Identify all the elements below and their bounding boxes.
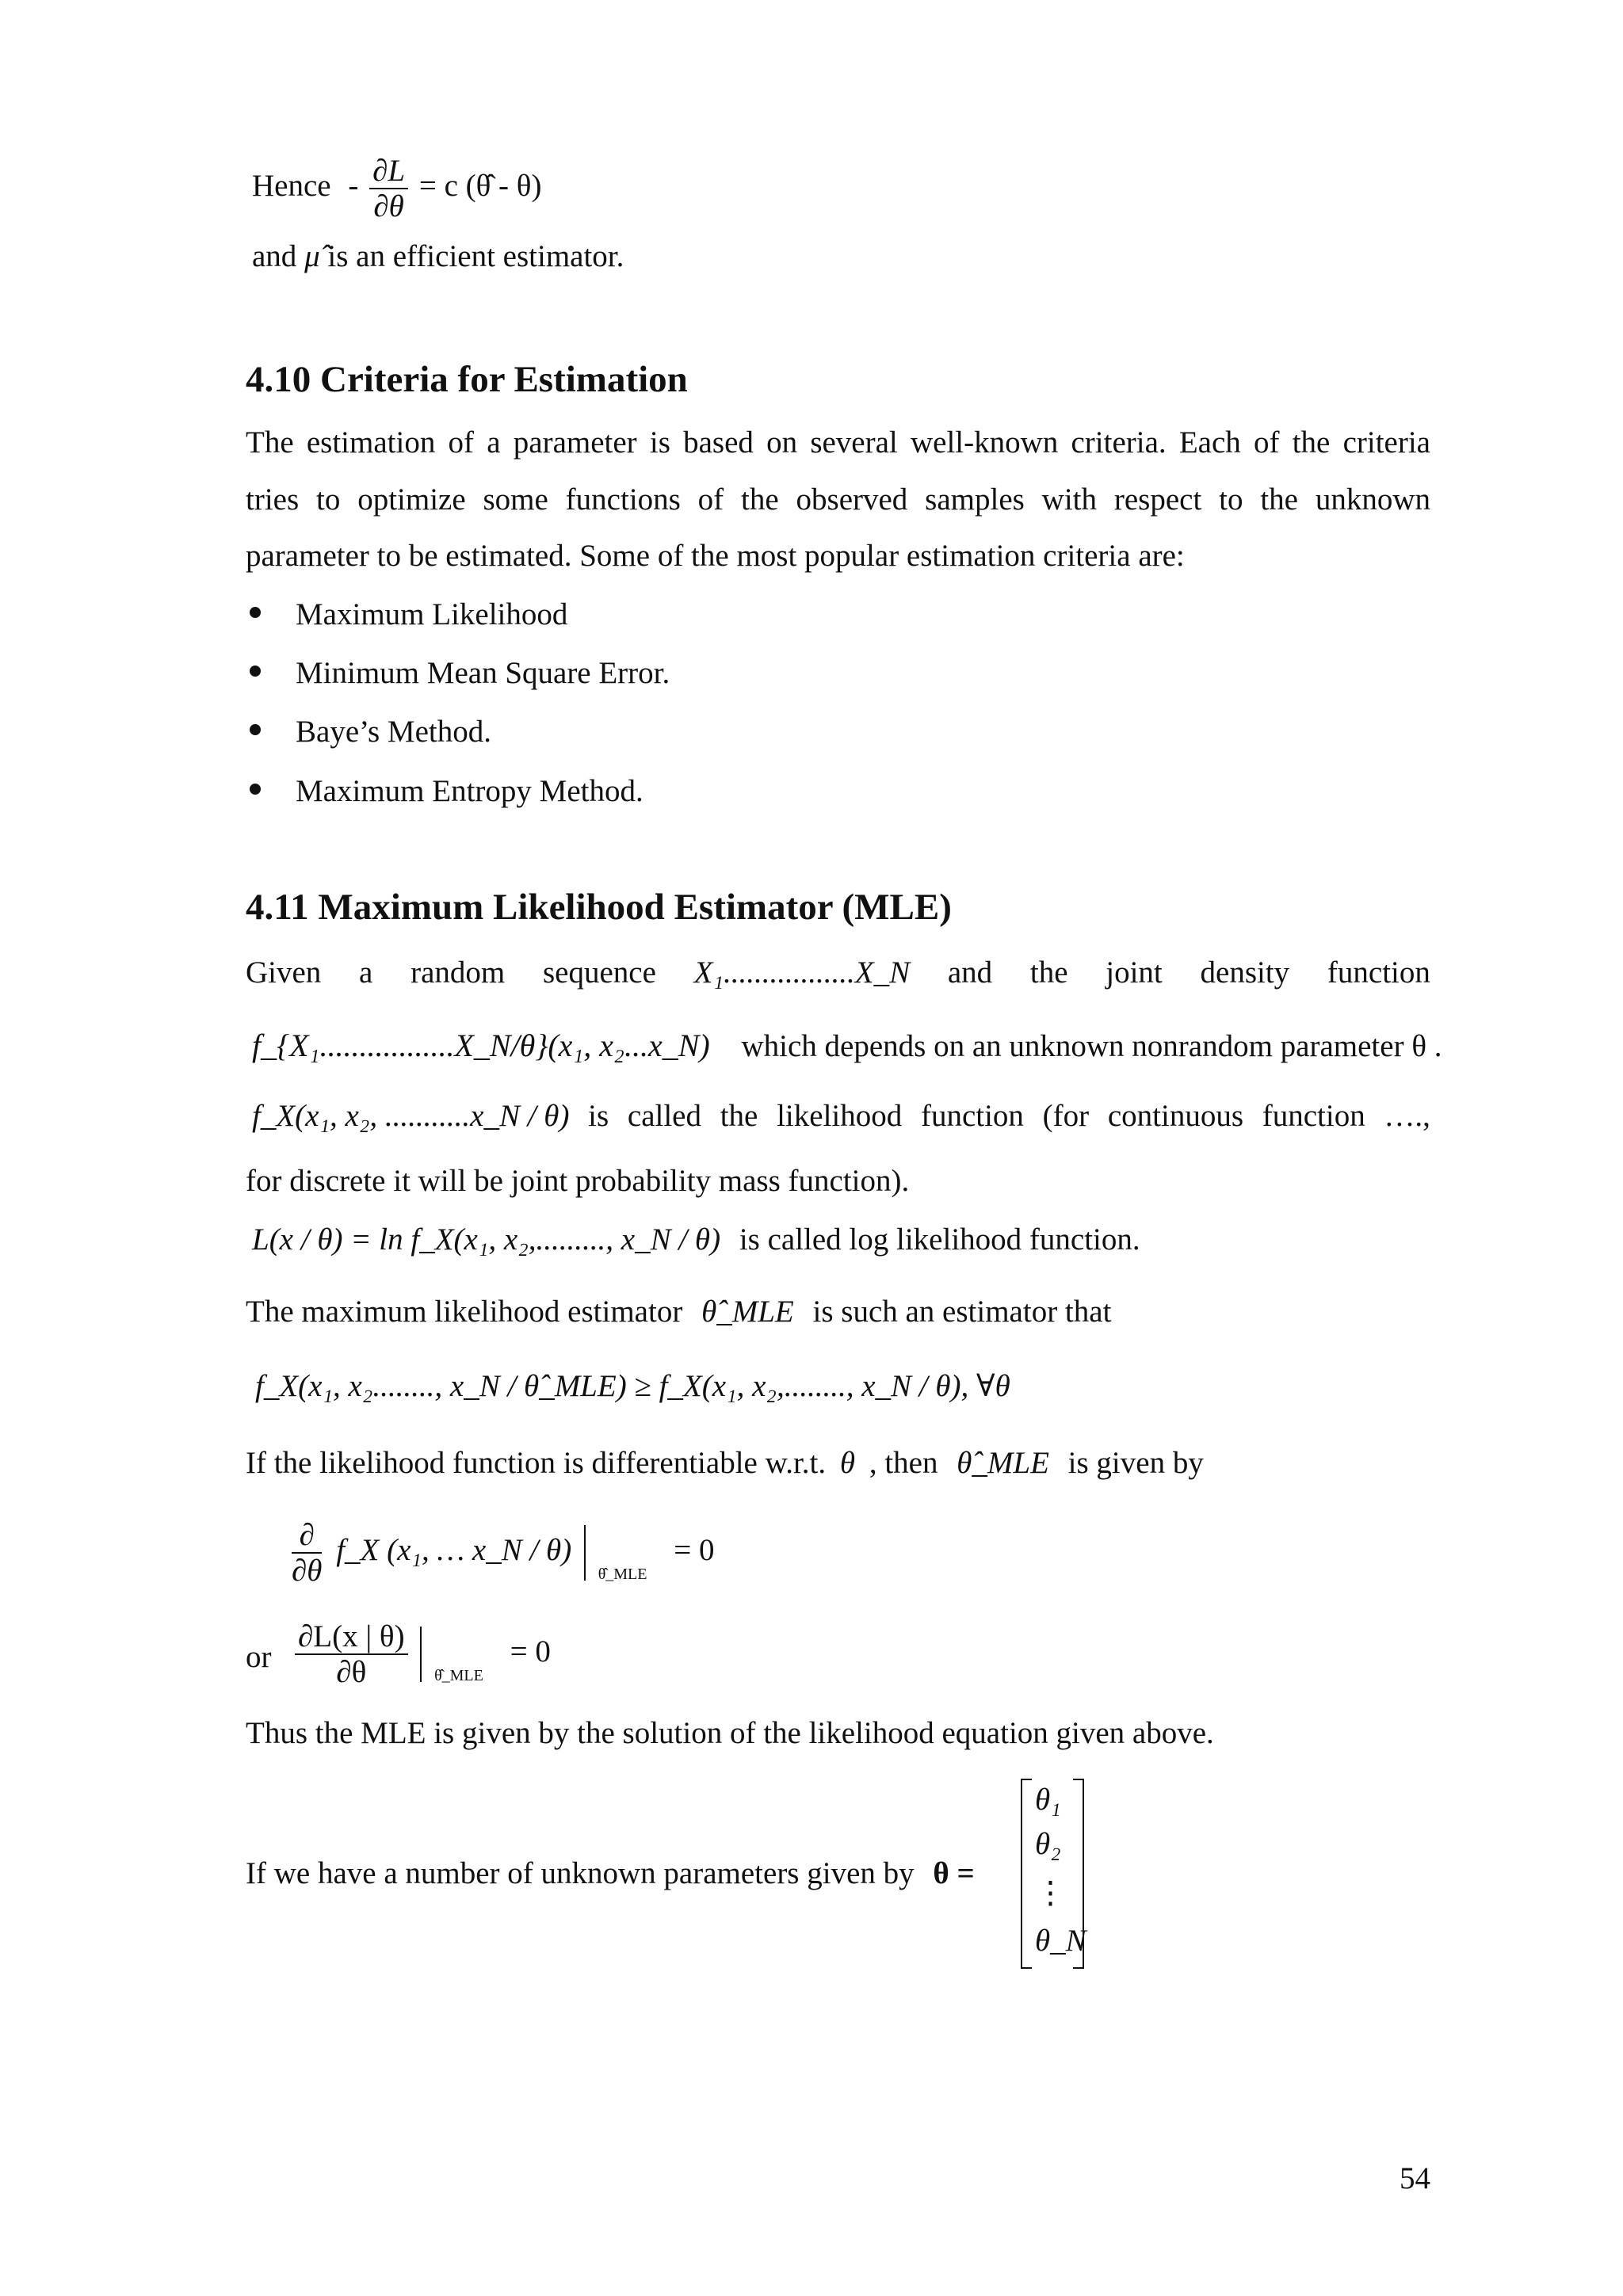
word: the (720, 1099, 758, 1133)
equation-rhs: = 0 (510, 1634, 551, 1669)
mle-inequality: f_X(x₁, x₂........, x_N / θ̂_MLE) ≥ f_X(x₁, x₂,........, x_N / θ), ∀θ (255, 1369, 1010, 1403)
section-4-10-para-line-1: The estimation of a parameter is based on several well-known criteria. Each of the criteria (246, 425, 1430, 460)
theta-hat-mle-symbol: θ̂_MLE (701, 1295, 794, 1329)
fraction-numerator: ∂L(x | θ) (295, 1621, 408, 1655)
word: the (1029, 955, 1068, 990)
bullet-icon (250, 666, 261, 677)
fraction-numerator: ∂L (369, 155, 408, 189)
density-line (252, 1030, 1442, 1062)
thus-line: Thus the MLE is given by the solution of the likelihood equation given above. (246, 1716, 1214, 1750)
bullet-icon (250, 724, 261, 735)
matrix-left-bracket (1021, 1779, 1032, 1969)
density-text: which depends on an unknown nonrandom parameter θ . (741, 1029, 1442, 1063)
diff-text: is given by (1067, 1446, 1204, 1480)
partial-fraction (369, 155, 408, 222)
page-number: 54 (1400, 2161, 1430, 2195)
theta-hat-mle-symbol: θ̂_MLE (957, 1446, 1049, 1480)
theta-vector-symbol: θ = (933, 1856, 975, 1890)
word: likelihood (777, 1099, 903, 1133)
random-sequence-symbol: X₁.................X_N (693, 955, 911, 990)
fraction-denominator: ∂θ (292, 1554, 323, 1588)
section-4-11-heading: 4.11 Maximum Likelihood Estimator (MLE) (246, 887, 952, 928)
evaluation-bar (420, 1627, 422, 1682)
log-likelihood-derivative-equation (295, 1621, 551, 1688)
bullet-item-2: Minimum Mean Square Error. (296, 656, 670, 690)
word: sequence (542, 955, 656, 990)
efficient-text: is an efficient estimator. (327, 239, 624, 273)
partial-operator (292, 1520, 322, 1586)
given-line (246, 957, 1430, 988)
mle-text: The maximum likelihood estimator (246, 1295, 683, 1329)
discrete-line: for discrete it will be joint probability mass function). (246, 1164, 910, 1198)
word: continuous (1107, 1099, 1244, 1133)
parameter-vector-line (246, 1858, 975, 1889)
matrix-entry: ⋮ (1035, 1876, 1066, 1910)
word: and (947, 955, 993, 990)
evaluation-subscript: θ̂_MLE (434, 1666, 483, 1684)
word: random (411, 955, 506, 990)
parameter-text: If we have a number of unknown parameters given by (246, 1856, 915, 1890)
mle-text: is such an estimator that (812, 1295, 1112, 1329)
matrix-entry: θ₁ (1035, 1783, 1061, 1817)
equation-rhs: = c (θ̂ - θ) (418, 168, 542, 203)
or-word: or (246, 1640, 272, 1674)
derivative-body: f_X (x₁, … x_N / θ) (336, 1532, 572, 1567)
fraction-numerator: ∂ (292, 1520, 322, 1554)
hence-equation (252, 155, 541, 222)
log-derivative-fraction (295, 1621, 408, 1688)
diff-text: , then (869, 1446, 938, 1480)
section-4-10-para-line-3: parameter to be estimated. Some of the most popular estimation criteria are: (246, 539, 1185, 573)
word: function (1262, 1099, 1365, 1133)
matrix-entry: θ_N (1035, 1924, 1086, 1958)
word: function (920, 1099, 1024, 1133)
bullet-item-4: Maximum Entropy Method. (296, 774, 643, 808)
word: joint (1106, 955, 1163, 990)
efficient-estimator-line (252, 241, 624, 272)
mu-hat-symbol: μ̂ (304, 239, 320, 273)
hence-word: Hence (252, 168, 331, 203)
diff-text: If the likelihood function is differentiable w.r.t. (246, 1446, 827, 1480)
word: function (1327, 955, 1430, 990)
evaluation-bar (584, 1525, 586, 1581)
bullet-item-1: Maximum Likelihood (296, 597, 568, 631)
word: (for (1042, 1099, 1090, 1133)
word: density (1200, 955, 1290, 990)
likelihood-line (252, 1100, 1430, 1131)
word: Given (246, 955, 322, 990)
evaluation-subscript: θ̂_MLE (598, 1565, 647, 1583)
minus-sign: - (348, 168, 359, 203)
fraction-denominator: ∂θ (336, 1655, 367, 1689)
mle-definition-line (246, 1296, 1111, 1327)
word: a (359, 955, 373, 990)
bullet-icon (250, 607, 261, 618)
log-likelihood-text: is called log likelihood function. (739, 1222, 1140, 1257)
likelihood-expression: f_X(x₁, x₂, ...........x_N / θ) (252, 1099, 570, 1133)
theta-symbol: θ (839, 1446, 856, 1480)
bullet-item-3: Baye’s Method. (296, 715, 491, 749)
log-likelihood-expression: L(x / θ) = ln f_X(x₁, x₂,........., x_N / θ) (252, 1222, 721, 1257)
equation-rhs: = 0 (674, 1532, 715, 1567)
word: …., (1384, 1099, 1430, 1133)
matrix-entry: θ₂ (1035, 1827, 1061, 1861)
log-likelihood-line (252, 1224, 1140, 1255)
word: called (627, 1099, 701, 1133)
and-word: and (252, 239, 297, 273)
section-4-10-para-line-2: tries to optimize some functions of the observed samples with respect to the unknown (246, 482, 1430, 517)
word: is (588, 1099, 609, 1133)
differentiable-line (246, 1447, 1204, 1478)
density-expression: f_{X₁.................X_N/θ}(x₁, x₂...x_N) (252, 1028, 710, 1063)
fraction-denominator: ∂θ (373, 189, 404, 223)
section-4-10-heading: 4.10 Criteria for Estimation (246, 359, 688, 400)
bullet-icon (250, 784, 261, 795)
likelihood-derivative-equation (292, 1520, 714, 1586)
